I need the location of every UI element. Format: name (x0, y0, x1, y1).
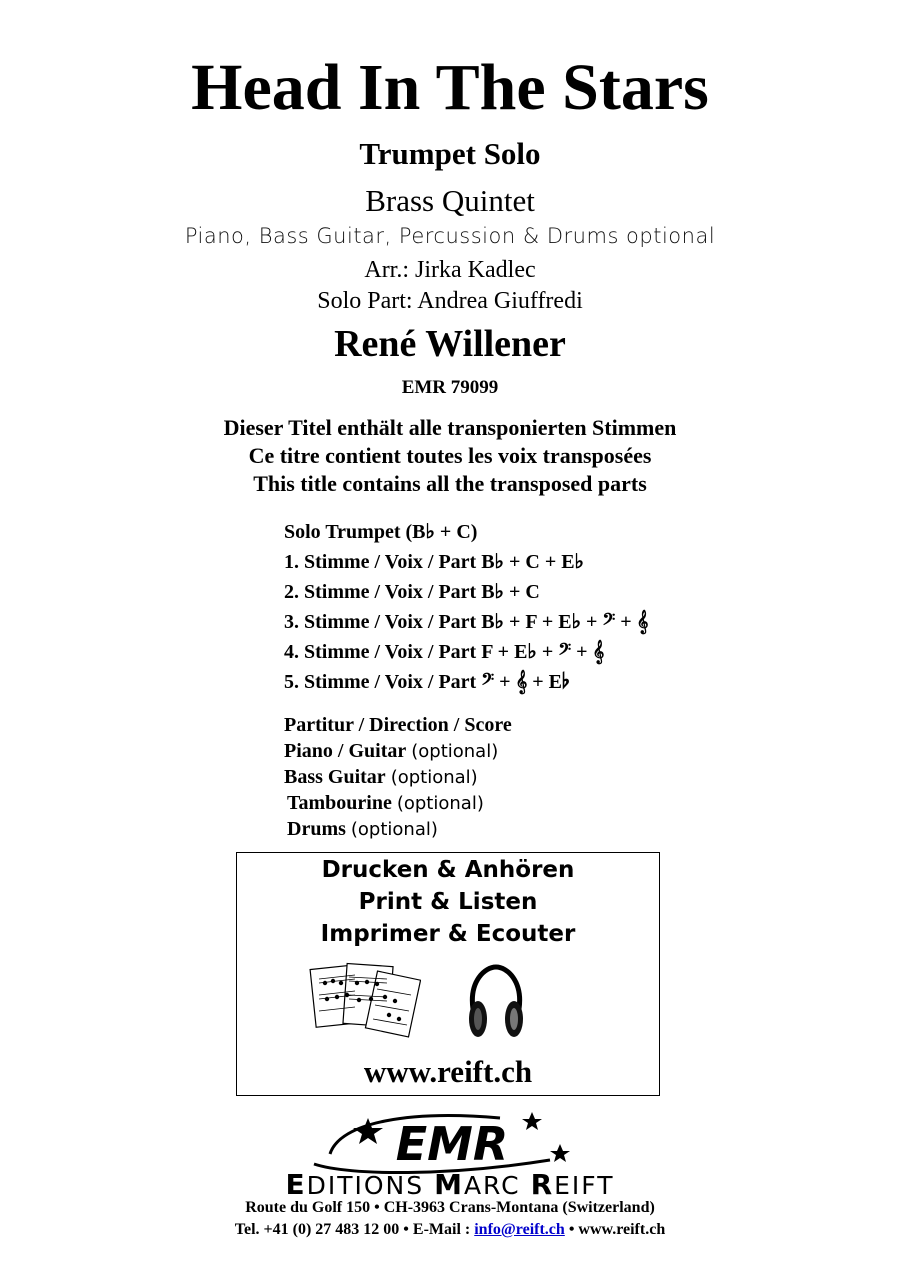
transposition-notes (0, 414, 900, 498)
part-item: 3. Stimme / Voix / Part B♭ + F + E♭ + 𝄢 + 𝄞 (284, 611, 649, 633)
extra-item (284, 816, 512, 842)
ensemble: Brass Quintet (365, 183, 535, 218)
phone-text: Tel. +41 (0) 27 483 12 00 • E-Mail : (234, 1221, 475, 1238)
transposition-note: This title contains all the transposed parts (253, 471, 647, 496)
extra-name: Partitur / Direction / Score (284, 714, 512, 736)
email-link[interactable]: info@reift.ch (474, 1221, 565, 1238)
publisher-name-part: E (285, 1168, 307, 1201)
publisher-name-part: R (530, 1168, 555, 1201)
extra-note: (optional) (396, 793, 484, 814)
extra-note: (optional) (350, 819, 438, 840)
print-box-line: Drucken & Anhören (321, 857, 575, 883)
headphones-icon (465, 963, 527, 1043)
extra-name: Tambourine (287, 792, 392, 814)
extra-name: Bass Guitar (284, 766, 386, 788)
publisher-address: Route du Golf 150 • CH-3963 Crans-Montana (Switzerland) (245, 1199, 655, 1216)
extra-item (284, 790, 512, 816)
extra-item (284, 712, 512, 738)
publisher-contact (0, 1220, 900, 1240)
logo-text: EMR (395, 1117, 509, 1171)
extra-item (284, 738, 512, 764)
part-item: Solo Trumpet (B♭ + C) (284, 521, 478, 543)
optional-instruments: Piano, Bass Guitar, Percussion & Drums optional (184, 224, 716, 248)
part-item: 1. Stimme / Voix / Part B♭ + C + E♭ (284, 551, 584, 573)
extra-item (284, 764, 512, 790)
sheet-music-icon (309, 961, 421, 1041)
extra-note: (optional) (390, 767, 478, 788)
solo-part: Solo Part: Andrea Giuffredi (317, 288, 583, 314)
score-title: Head In The Stars (191, 51, 709, 124)
publisher-name-part: M (434, 1168, 464, 1201)
website-link[interactable]: www.reift.ch (363, 1054, 533, 1089)
parts-list (284, 517, 649, 697)
publisher-name (0, 1170, 900, 1201)
publisher-name-part: ARC (463, 1171, 531, 1200)
score-subtitle: Trumpet Solo (359, 136, 541, 171)
print-box-line: Print & Listen (358, 889, 538, 915)
web-text: • www.reift.ch (564, 1221, 666, 1238)
part-item: 5. Stimme / Voix / Part 𝄢 + 𝄞 + E♭ (284, 671, 570, 693)
publisher-name-part: DITIONS (306, 1171, 435, 1200)
extra-name: Drums (287, 818, 346, 840)
composer: René Willener (334, 323, 566, 365)
extra-name: Piano / Guitar (284, 740, 407, 762)
part-item: 2. Stimme / Voix / Part B♭ + C (284, 581, 540, 603)
transposition-note: Ce titre contient toutes les voix transposées (248, 443, 652, 468)
transposition-note: Dieser Titel enthält alle transponierten Stimmen (223, 415, 677, 440)
catalog-number: EMR 79099 (401, 377, 499, 398)
publisher-name-part: EIFT (554, 1171, 615, 1200)
extra-note: (optional) (411, 741, 499, 762)
print-listen-box (236, 852, 660, 1096)
part-item: 4. Stimme / Voix / Part F + E♭ + 𝄢 + 𝄞 (284, 641, 605, 663)
print-box-line: Imprimer & Ecouter (320, 921, 576, 947)
extras-list (284, 712, 512, 842)
arranger: Arr.: Jirka Kadlec (364, 257, 536, 283)
